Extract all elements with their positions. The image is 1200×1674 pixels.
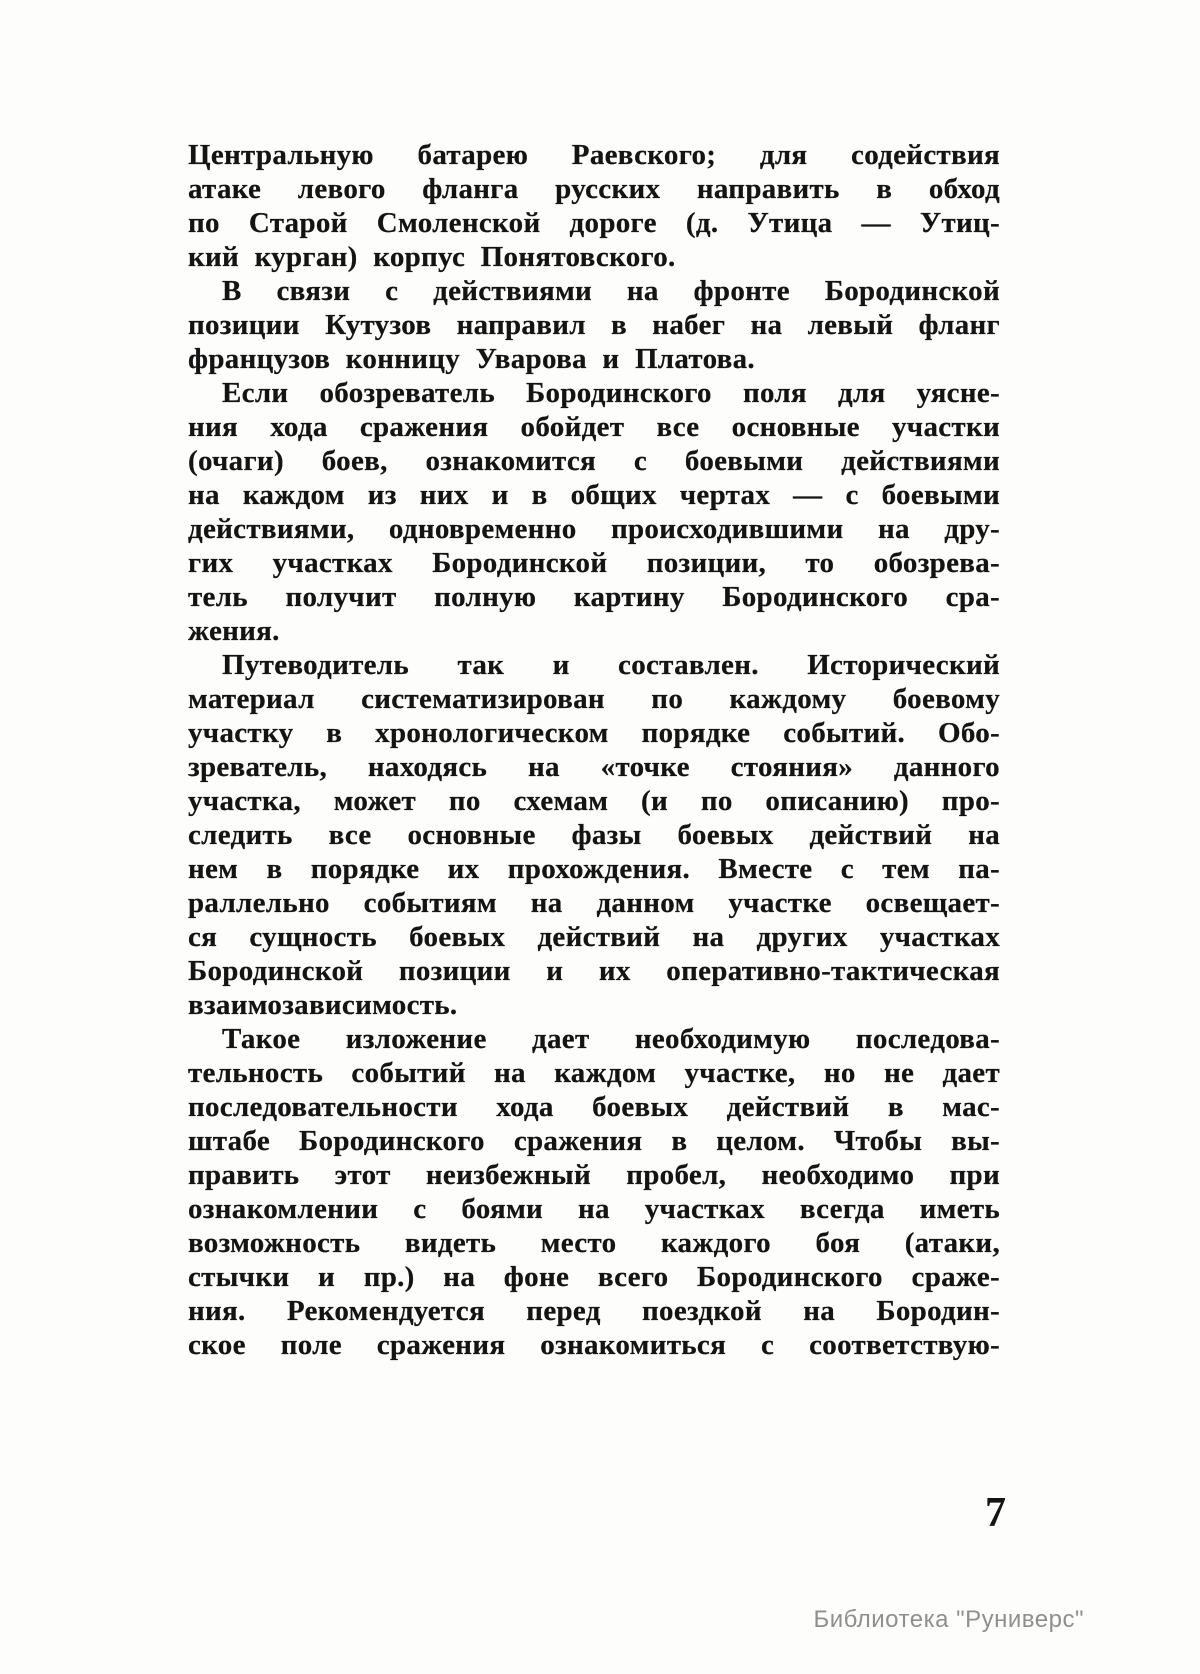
text-line: участку в хронологическом порядке событий. Обо-: [188, 717, 1000, 749]
text-line: ознакомлении с боями на участках всегда иметь: [188, 1193, 1000, 1225]
text-line: править этот неизбежный пробел, необходимо при: [188, 1159, 1000, 1191]
paragraph: [188, 648, 1000, 1022]
text-line: раллельно событиям на данном участке освещает-: [188, 887, 1000, 919]
text-line: следить все основные фазы боевых действий на: [188, 819, 1000, 851]
paragraph: [188, 1022, 1000, 1362]
text-line: позиции Кутузов направил в набег на левый фланг: [188, 309, 1000, 341]
text-line: материал систематизирован по каждому боевому: [188, 683, 1000, 715]
text-line: стычки и пр.) на фоне всего Бородинского сраже-: [188, 1261, 1000, 1293]
text-line: ния. Рекомендуется перед поездкой на Бородин-: [188, 1295, 1000, 1327]
text-line: тель получит полную картину Бородинского сра-: [188, 581, 1000, 613]
page-text: [188, 138, 1000, 1362]
text-line: нем в порядке их прохождения. Вместе с тем па-: [188, 853, 1000, 885]
text-line: участка, может по схемам (и по описанию) про-: [188, 785, 1000, 817]
text-line: взаимозависимость.: [188, 989, 458, 1021]
text-line: на каждом из них и в общих чертах — с боевыми: [188, 479, 1000, 511]
text-line: ния хода сражения обойдет все основные участки: [188, 411, 1000, 443]
text-line: ское поле сражения ознакомиться с соответствую-: [188, 1329, 1000, 1361]
text-line: жения.: [188, 615, 280, 647]
text-line: Бородинской позиции и их оперативно-тактическая: [188, 955, 1000, 987]
text-line: (очаги) боев, ознакомится с боевыми действиями: [188, 445, 1000, 477]
page-number: 7: [985, 1490, 1006, 1536]
text-line: Путеводитель так и составлен. Исторический: [222, 649, 1000, 681]
paragraph: [188, 274, 1000, 376]
text-line: Центральную батарею Раевского; для содействия: [188, 139, 1000, 171]
text-line: возможность видеть место каждого боя (атаки,: [188, 1227, 1000, 1259]
text-line: Если обозреватель Бородинского поля для уясне-: [222, 377, 1000, 409]
text-line: французов конницу Уварова и Платова.: [188, 343, 755, 375]
text-line: атаке левого фланга русских направить в обход: [188, 173, 1000, 205]
paragraph: [188, 376, 1000, 648]
text-line: ся сущность боевых действий на других участках: [188, 921, 1000, 953]
text-line: тельность событий на каждом участке, но не дает: [188, 1057, 1000, 1089]
text-line: зреватель, находясь на «точке стояния» данного: [188, 751, 1000, 783]
library-watermark: Библиотека "Руниверс": [813, 1606, 1084, 1633]
text-line: штабе Бородинского сражения в целом. Чтобы вы-: [188, 1125, 1000, 1157]
text-line: последовательности хода боевых действий в мас-: [188, 1091, 1000, 1123]
paragraph: [188, 138, 1000, 274]
text-line: гих участках Бородинской позиции, то обозрева-: [188, 547, 1000, 579]
text-line: Такое изложение дает необходимую последова-: [222, 1023, 1000, 1055]
text-line: действиями, одновременно происходившими на дру-: [188, 513, 1000, 545]
text-line: кий курган) корпус Понятовского.: [188, 241, 676, 273]
text-line: В связи с действиями на фронте Бородинской: [222, 275, 1000, 307]
text-line: по Старой Смоленской дороге (д. Утица — Утиц-: [188, 207, 1000, 239]
